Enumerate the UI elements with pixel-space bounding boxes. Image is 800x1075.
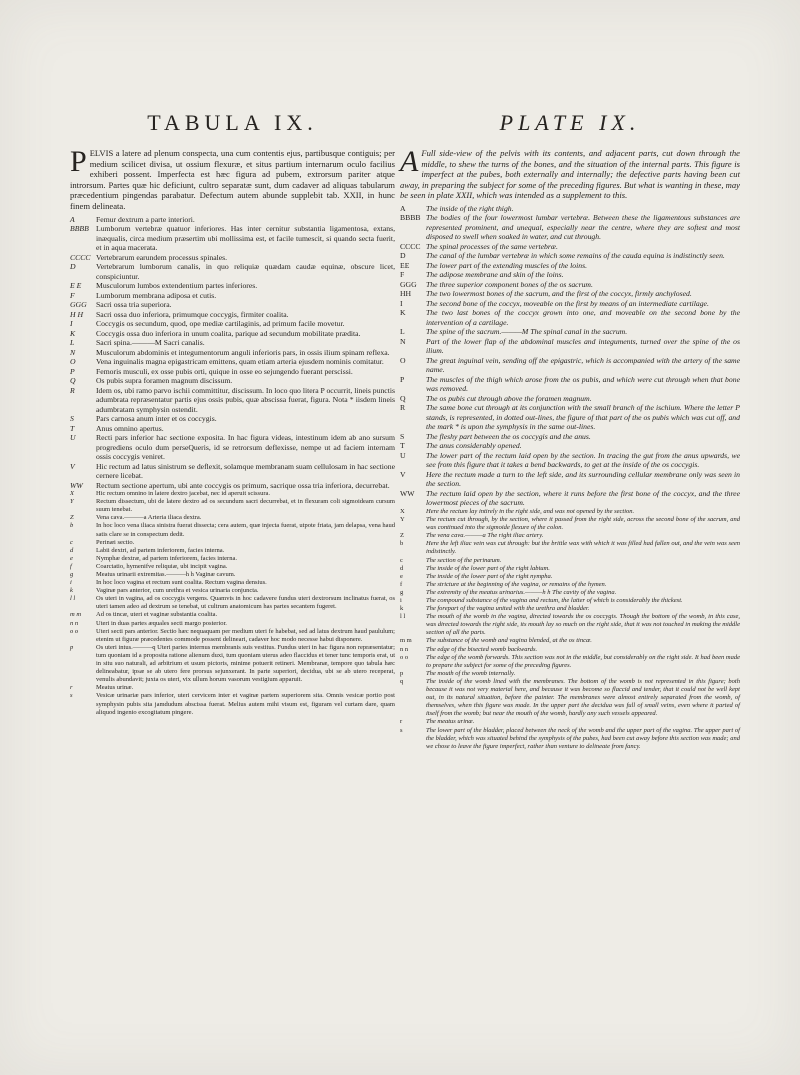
legend-key: H H <box>70 309 84 319</box>
english-legend-list <box>400 204 740 751</box>
legend-key: O <box>70 357 76 367</box>
legend-entry <box>70 692 395 716</box>
legend-text: Anus omnino apertus. <box>96 423 164 433</box>
legend-text: The mouth of the womb in the vagina, directed towards the os coccygis. Though the bottom of the womb, in this case, was directed towards the right side, its mouth lay so much on the right side, that it was not touched in making the middle section of all the parts. <box>426 613 740 637</box>
legend-text: The lower part of the bladder, placed between the neck of the womb and the upper part of the vagina. The upper part of the bladder, which was situated behind the symphysis of the pubes, had been cut away before this section was made; and we chose to leave the figure imperfect, rather than venture to delineate from fancy. <box>426 726 740 750</box>
legend-key: BBBB <box>400 213 421 223</box>
legend-text: The fleshy part between the os coccygis and the anus. <box>426 431 591 441</box>
legend-key: WW <box>70 480 83 490</box>
legend-entry <box>70 215 395 225</box>
legend-key: GGG <box>70 300 87 310</box>
legend-key: O <box>400 355 406 365</box>
legend-entry <box>70 386 395 415</box>
legend-entry <box>400 727 740 751</box>
legend-key: o o <box>400 653 409 661</box>
legend-key: U <box>70 433 76 443</box>
legend-text: The forepart of the vagina united with the urethra and bladder. <box>426 605 590 613</box>
legend-text: The rectum laid open by the section, where it runs before the first bone of the coccyx, and the three lowermost pieces of the sacrum. <box>426 488 740 508</box>
legend-text: Os pubis supra foramen magnum discissum. <box>96 376 233 386</box>
legend-entry <box>400 613 740 637</box>
legend-text: The inside of the womb lined with the membranes. The bottom of the womb is not represented in this figure; both because it was not very material here, and because it was become so flaccid and tender, that it could not be well kept out, in its natural situation, before the painter. The membranes were almost entirely separated from the womb, of themselves, when this figure was made. In the upper part the decidua was full of small veins, even where it parted of itself from the womb; but near the mouth of the womb, hardly any such vessels appeared. <box>426 677 740 718</box>
legend-text: The three superior component bones of the os sacrum. <box>426 279 593 289</box>
legend-key: o o <box>70 627 79 635</box>
legend-entry <box>70 367 395 377</box>
legend-text: Idem os, ubi ramo parvo ischii committitur, discissum. In loco quo litera P occurrit, lineis punctis adumbrata repræsentatur partis ejus ossis pubis, quæ abscissa fuerat, figura. Nota * iisdem lineis adumbratam symphysin ostendit. <box>96 385 395 414</box>
legend-text: The section of the perinæum. <box>426 556 502 564</box>
legend-text: Hic rectum ad latus sinistrum se deflexit, solamque membranam suam cellulosam in hac sectione cernere licebat. <box>96 461 395 481</box>
legend-key: P <box>400 374 405 384</box>
legend-key: d <box>70 546 74 554</box>
legend-key: n n <box>400 645 409 653</box>
legend-text: Coarctatio, hymenifve reliquiæ, ubi incipit vagina. <box>96 562 228 570</box>
legend-key: p <box>400 669 404 677</box>
legend-entry <box>70 514 395 522</box>
legend-entry <box>400 242 740 252</box>
legend-key: K <box>400 308 406 318</box>
legend-text: Lumborum vertebræ quatuor inferiores. Has inter cernitur substantia ligamentosa, extans, inæqualis, circa medium præsertim ubi mollissima est, et facile tumescit, si quando secta fuerit, et in aqua macerata. <box>96 224 395 253</box>
legend-entry <box>70 224 395 253</box>
english-dropcap: A <box>400 145 419 178</box>
legend-entry <box>70 684 395 692</box>
legend-key: r <box>70 684 73 692</box>
legend-text: The spinal processes of the same vertebræ. <box>426 241 558 251</box>
legend-text: Pars carnosa anum inter et os coccygis. <box>96 414 217 424</box>
legend-entry <box>70 571 395 579</box>
legend-key: EE <box>400 260 410 270</box>
legend-entry <box>70 291 395 301</box>
legend-key: N <box>70 347 76 357</box>
legend-key: F <box>400 270 405 280</box>
legend-entry <box>400 670 740 678</box>
legend-key: d <box>400 564 404 572</box>
legend-entry <box>70 433 395 462</box>
legend-key: r <box>400 718 403 726</box>
legend-text: Vena cava.———a Arteria iliaca dextra. <box>96 514 202 522</box>
legend-key: F <box>70 290 75 300</box>
legend-key: R <box>70 385 75 395</box>
latin-dropcap: P <box>70 145 87 178</box>
legend-text: Nymphæ dextræ, ad partem inferiorem, facies interna. <box>96 554 237 562</box>
legend-entry <box>400 403 740 432</box>
legend-key: D <box>400 251 406 261</box>
legend-text: Here the rectum made a turn to the left side, and its surrounding cellular membrane only was seen in the section. <box>426 469 740 489</box>
legend-entry <box>70 563 395 571</box>
legend-key: i <box>70 579 72 587</box>
legend-text: Vesicæ urinariæ pars inferior, uteri cervicem inter et vaginæ partem superiorem sita. Omnis vesicæ portio post symphysin pubis sita jamdudum abscissa fuerat. Melius autem mihi visum est, figuram vel curtam dare, quam aliquod ingenio excogitatum pingere. <box>96 692 395 716</box>
legend-entry <box>400 557 740 565</box>
legend-key: i <box>400 597 402 604</box>
legend-key: K <box>70 328 76 338</box>
legend-text: Vertebrarum earundem processus spinales. <box>96 252 228 262</box>
latin-column <box>70 110 395 717</box>
legend-key: CCCC <box>70 252 91 262</box>
legend-key: e <box>70 554 73 562</box>
legend-key: BBBB <box>70 224 89 234</box>
legend-entry <box>400 213 740 242</box>
legend-text: The inside of the lower part of the right nympha. <box>426 572 553 580</box>
legend-entry <box>70 300 395 310</box>
legend-entry <box>70 522 395 538</box>
legend-entry <box>70 319 395 329</box>
legend-text: Vena inguinalis magna epigastricam emittens, quam etiam arteria ejusdem nominis comitatur. <box>96 357 384 367</box>
legend-entry <box>70 310 395 320</box>
legend-entry <box>400 565 740 573</box>
legend-entry <box>70 628 395 644</box>
legend-key: X <box>400 507 405 515</box>
legend-text: Sacri spina.———M Sacri canalis. <box>96 338 205 348</box>
legend-entry <box>400 508 740 516</box>
legend-key: b <box>400 540 404 548</box>
legend-text: Femoris musculi, ex osse pubis orti, quique in osse eo sejungendo fuerant perscissi. <box>96 366 353 376</box>
legend-text: The two lowermost bones of the sacrum, and the first of the coccyx, firmly anchylosed. <box>426 289 692 299</box>
legend-key: n n <box>70 619 79 627</box>
legend-text: Here the left iliac vein was cut through: but the brittle wax with which it was filled had fallen out, and the vein was seen indistinctly. <box>426 540 740 556</box>
legend-text: The meatus urinæ. <box>426 718 475 726</box>
legend-text: Musculorum abdominis et integumentorum anguli inferioris pars, in ossis ilium spinam reflexa. <box>96 347 390 357</box>
legend-entry <box>400 299 740 309</box>
legend-entry <box>400 337 740 356</box>
legend-entry <box>70 357 395 367</box>
legend-entry <box>400 289 740 299</box>
legend-text: Part of the lower flap of the abdominal muscles and integuments, turned over the spine of the os ilium. <box>426 336 740 356</box>
legend-entry <box>400 261 740 271</box>
legend-key: L <box>400 327 405 337</box>
legend-entry <box>400 270 740 280</box>
legend-key: l l <box>400 613 406 621</box>
legend-entry <box>70 481 395 491</box>
legend-entry <box>400 204 740 214</box>
legend-key: Y <box>70 498 74 506</box>
legend-entry <box>400 394 740 404</box>
latin-intro <box>70 145 395 212</box>
legend-text: The two last bones of the coccyx grown into one, and moveable on the second bone by the intervention of a cartilage. <box>426 308 740 327</box>
legend-text: Rectum dissectum, ubi de latere dextro ad os secundum sacri decurrebat, et in flexuram coli sigmoideam cursum suum tenebat. <box>96 498 395 514</box>
legend-key: p <box>70 643 74 651</box>
latin-intro-text: ELVIS a latere ad plenum conspecta, una cum contentis ejus, partibusque contiguis; per medium scilicet divisa, ut ossium flexuræ, et situs partium internarum oculo facilius exhiberi possent. Imperfecta est hæc figura ad pubem, extrorsum pariter atque introrsum. Partes quæ hic deficiunt, cultro separatæ sunt, dum cadaver ad aliquas tabularum præcedentium pingendas parabatur. Defectum autem abunde supplebit tab. XXII, in hunc finem delineata. <box>70 148 395 211</box>
legend-entry <box>70 547 395 555</box>
legend-text: The os pubis cut through above the foramen magnum. <box>426 393 592 403</box>
legend-text: The second bone of the coccyx, moveable on the first by means of an intermediate cartilage. <box>426 298 709 308</box>
legend-text: Os uteri intus.———q Uteri paries internus membranis suis vestitus. Fundus uteri in hac figura non repræsentatur; tum quoniam id a proposita ratione alienum duxi, tum quoniam uterus adeo flaccidus et tener tunc temporis erat, ut in situ suo naturali, ad arbitrium et usum pictoris, minime potuerit retineri. Membranæ, tempore quo tabula hæc delineabatur, ipsæ se ab utero fere prorsus sejunxerant. In parte superiori, decidua, ubi se ab utero receperat, venulis abundavit; juxta os uteri, vix ullum horum vasorum vestigium apparuit. <box>96 643 395 684</box>
legend-text: The vena cava.———a The right iliac artery. <box>426 532 544 540</box>
legend-text: The spine of the sacrum.———M The spinal canal in the sacrum. <box>426 327 628 337</box>
legend-text: The same bone cut through at its conjunction with the small branch of the ischium. Where the letter P stands, is represented, in dotted out-lines, the figure of that part of the os pubis which was cut off, and the mark * is upon the symphysis in the same out-lines. <box>426 403 740 432</box>
legend-key: A <box>400 203 406 213</box>
legend-key: U <box>400 450 406 460</box>
legend-entry <box>400 451 740 470</box>
legend-key: c <box>70 538 73 546</box>
legend-key: CCCC <box>400 241 421 251</box>
legend-key: HH <box>400 289 412 299</box>
legend-text: The substance of the womb and vagina blended, at the os tincæ. <box>426 637 592 645</box>
legend-text: The compound substance of the vagina and rectum, the latter of which is considerably the thickest. <box>426 597 683 604</box>
english-column <box>400 110 740 751</box>
legend-text: Meatus urinæ. <box>96 684 134 692</box>
legend-text: The inside of the lower part of the right labium. <box>426 564 550 572</box>
legend-text: Here the rectum lay intirely in the right side, and was not opened by the section. <box>426 507 635 515</box>
legend-entry <box>400 597 740 605</box>
legend-key: N <box>400 336 406 346</box>
legend-key: S <box>400 431 405 441</box>
legend-entry <box>70 587 395 595</box>
legend-entry <box>70 253 395 263</box>
legend-key: Q <box>70 376 76 386</box>
legend-entry <box>70 281 395 291</box>
legend-entry <box>70 620 395 628</box>
legend-key: s <box>70 692 73 700</box>
legend-text: Ad os tincæ, uteri et vaginæ substantia coalita. <box>96 611 218 619</box>
legend-text: Vertebrarum lumborum canalis, in quo reliquiæ quædam caudæ equinæ, obscure licet, conspiciuntur. <box>96 262 395 281</box>
legend-text: Rectum sectione apertum, ubi ante coccygis os primum, sacrique ossa tria inferiora, decurrebat. <box>96 480 390 490</box>
english-intro-text: Full side-view of the pelvis with its contents, and adjacent parts, cut down through the middle, to shew the turns of the bones, and the situation of the internal parts. This figure is imperfect at the pubes, both externally and internally; the defective parts having been cut away, in preparing the subject for some of the preceding figures. But what is wanting in these, may be seen in plate XXII, which was intended as a supplement to this. <box>400 148 740 201</box>
legend-key: P <box>70 366 75 376</box>
legend-key: R <box>400 403 406 413</box>
legend-key: S <box>70 414 74 424</box>
legend-text: The edge of the womb forwards. This section was not in the middle, but considerably on the right side. It had been made to prepare the subject for some of the preceding figures. <box>426 653 740 669</box>
legend-text: Femur dextrum a parte interiori. <box>96 214 195 224</box>
legend-text: The inside of the right thigh. <box>426 203 514 213</box>
legend-key: E E <box>70 281 82 291</box>
latin-plate-title: TABULA IX. <box>147 110 318 135</box>
legend-key: GGG <box>400 279 417 289</box>
legend-text: Hic rectum omnino in latere dextro jacebat, nec id aperuit scissura. <box>96 490 270 498</box>
legend-key: k <box>400 605 404 613</box>
legend-text: Recti pars inferior hac sectione exposita. In hac figura videas, intestinum idem ab ano sursum progrediens oculo dum perseQueris, id se retrorsum deflexisse, nempe ut ad faciem internam ossis coccygis veniret. <box>96 433 395 462</box>
legend-key: f <box>70 562 72 570</box>
legend-entry <box>400 581 740 589</box>
legend-text: Uteri in duas partes æquales secti margo posterior. <box>96 619 227 627</box>
legend-key: c <box>400 556 403 564</box>
legend-entry <box>70 490 395 498</box>
legend-text: Sacri ossa duo inferiora, primumque coccygis, firmiter coalita. <box>96 309 289 319</box>
legend-key: g <box>70 571 74 578</box>
legend-entry <box>400 251 740 261</box>
legend-entry <box>70 595 395 611</box>
legend-text: Vaginæ pars anterior, cum urethra et vesica urinaria conjuncta. <box>96 587 259 595</box>
legend-key: X <box>70 490 74 498</box>
legend-entry <box>400 470 740 489</box>
legend-key: Y <box>400 516 405 524</box>
legend-text: The muscles of the thigh which arose from the os pubis, and which were cut through when that bone was removed. <box>426 374 740 394</box>
legend-key: Q <box>400 393 406 403</box>
legend-key: f <box>400 580 403 588</box>
legend-text: Labii dextri, ad partem inferiorem, facies interna. <box>96 546 225 554</box>
legend-text: The rectum cut through, by the section, where it passed from the right side, across the second bone of the sacrum, and was continued into the sigmoide flexure of the colon. <box>426 516 740 532</box>
legend-key: V <box>70 461 75 471</box>
legend-text: The lower part of the rectum laid open by the section. In tracing the gut from the anus upwards, we see from this figure that it takes a bend backwards, to get at the inside of the os coccygis. <box>426 450 740 470</box>
legend-entry <box>400 678 740 718</box>
legend-text: The canal of the lumbar vertebræ in which some remains of the cauda equina is indistinctly seen. <box>426 251 725 261</box>
legend-text: The lower part of the extending muscles of the loins. <box>426 260 587 270</box>
legend-entry <box>400 432 740 442</box>
legend-entry <box>400 637 740 645</box>
legend-key: V <box>400 469 406 479</box>
legend-entry <box>70 611 395 619</box>
english-plate-title: PLATE IX. <box>499 110 641 135</box>
legend-text: The great inguinal vein, sending off the epigastric, which is accompanied with the artery of the same name. <box>426 355 740 375</box>
english-intro <box>400 145 740 201</box>
legend-key: Z <box>400 532 404 540</box>
legend-text: Coccygis ossa duo inferiora in unum coalita, parique ad secundum mobilitate prædita. <box>96 328 361 338</box>
legend-text: Musculorum lumbos extendentium partes inferiores. <box>96 281 258 291</box>
legend-text: Uteri secti pars anterior. Sectio hæc nequaquam per medium uteri fe habebat, sed ad latus dextrum haud paululum; etenim ut figuræ præcedentes commode possent delineari, cadaver hoc modo necesse habui disponere. <box>96 627 395 643</box>
legend-key: s <box>400 726 403 734</box>
legend-text: The extremity of the meatus urinarius.———h h The cavity of the vagina. <box>426 588 617 596</box>
legend-key: g <box>400 588 404 596</box>
legend-entry <box>70 348 395 358</box>
legend-key: l l <box>70 595 76 603</box>
legend-entry <box>400 489 740 508</box>
legend-entry <box>400 356 740 375</box>
legend-text: The edge of the bisected womb backwards. <box>426 645 538 653</box>
legend-key: Z <box>70 514 74 522</box>
legend-entry <box>70 424 395 434</box>
legend-entry <box>400 327 740 337</box>
legend-key: m m <box>400 637 412 645</box>
legend-key: WW <box>400 488 415 498</box>
legend-entry <box>400 540 740 556</box>
legend-entry <box>400 605 740 613</box>
legend-entry <box>70 579 395 587</box>
legend-entry <box>400 718 740 726</box>
legend-key: e <box>400 572 403 580</box>
legend-entry <box>400 589 740 597</box>
legend-entry <box>70 555 395 563</box>
legend-text: Coccygis os secundum, quod, ope mediæ cartilaginis, ad primum facile movetur. <box>96 319 345 329</box>
legend-key: D <box>70 262 76 272</box>
legend-key: I <box>400 298 403 308</box>
legend-text: The bodies of the four lowermost lumbar vertebræ. Between these the ligamentous substances are represented prominent, and unequal, especially near the centre, where they are softest and most disposed to swell when soaked in water, and cut through. <box>426 213 740 242</box>
legend-entry <box>70 262 395 281</box>
legend-text: The stricture at the beginning of the vagina, or remains of the hymen. <box>426 580 607 588</box>
legend-text: The adipose membrane and skin of the loins. <box>426 270 564 280</box>
legend-entry <box>400 532 740 540</box>
legend-entry <box>400 573 740 581</box>
legend-key: A <box>70 214 75 224</box>
legend-key: L <box>70 338 75 348</box>
legend-text: Meatus urinarii extremitas.———h h Vaginæ cavum. <box>96 571 236 578</box>
legend-key: I <box>70 319 73 329</box>
legend-text: The anus considerably opened. <box>426 441 522 451</box>
legend-entry <box>400 654 740 670</box>
legend-entry <box>70 329 395 339</box>
legend-entry <box>400 646 740 654</box>
legend-text: In hoc loco vena iliaca sinistra fuerat dissecta; cera autem, quæ injecta fuerat, utpote friata, jam delapsa, vena haud satis clare se in conspectum dedit. <box>96 522 395 538</box>
legend-text: Perinæi sectio. <box>96 538 135 546</box>
legend-entry <box>400 280 740 290</box>
legend-entry <box>400 516 740 532</box>
legend-entry <box>400 308 740 327</box>
legend-entry <box>70 338 395 348</box>
latin-legend-list <box>70 215 395 717</box>
legend-key: k <box>70 587 73 595</box>
legend-entry <box>70 539 395 547</box>
legend-entry <box>70 644 395 684</box>
legend-text: Lumborum membrana adiposa et cutis. <box>96 290 217 300</box>
legend-text: Sacri ossa tria superiora. <box>96 300 172 310</box>
legend-text: The mouth of the womb internally. <box>426 669 516 677</box>
legend-key: T <box>400 441 405 451</box>
legend-key: T <box>70 423 75 433</box>
legend-entry <box>70 414 395 424</box>
legend-entry <box>70 376 395 386</box>
legend-text: In hoc loco vagina et rectum sunt coalita. Rectum vagina densius. <box>96 579 267 587</box>
legend-entry <box>400 441 740 451</box>
legend-entry <box>400 375 740 394</box>
legend-key: m m <box>70 611 82 619</box>
legend-entry <box>70 462 395 481</box>
legend-text: Os uteri in vagina, ad os coccygis vergens. Quamvis in hoc cadavere fundus uteri dextrorsum inclinatus fuerat, os uteri tamen adeo ad dextrum se tenebat, ut cultrum anatomicum has partes secantem fugeret. <box>96 595 395 611</box>
legend-entry <box>70 498 395 514</box>
legend-key: q <box>400 677 404 685</box>
legend-key: b <box>70 522 74 530</box>
